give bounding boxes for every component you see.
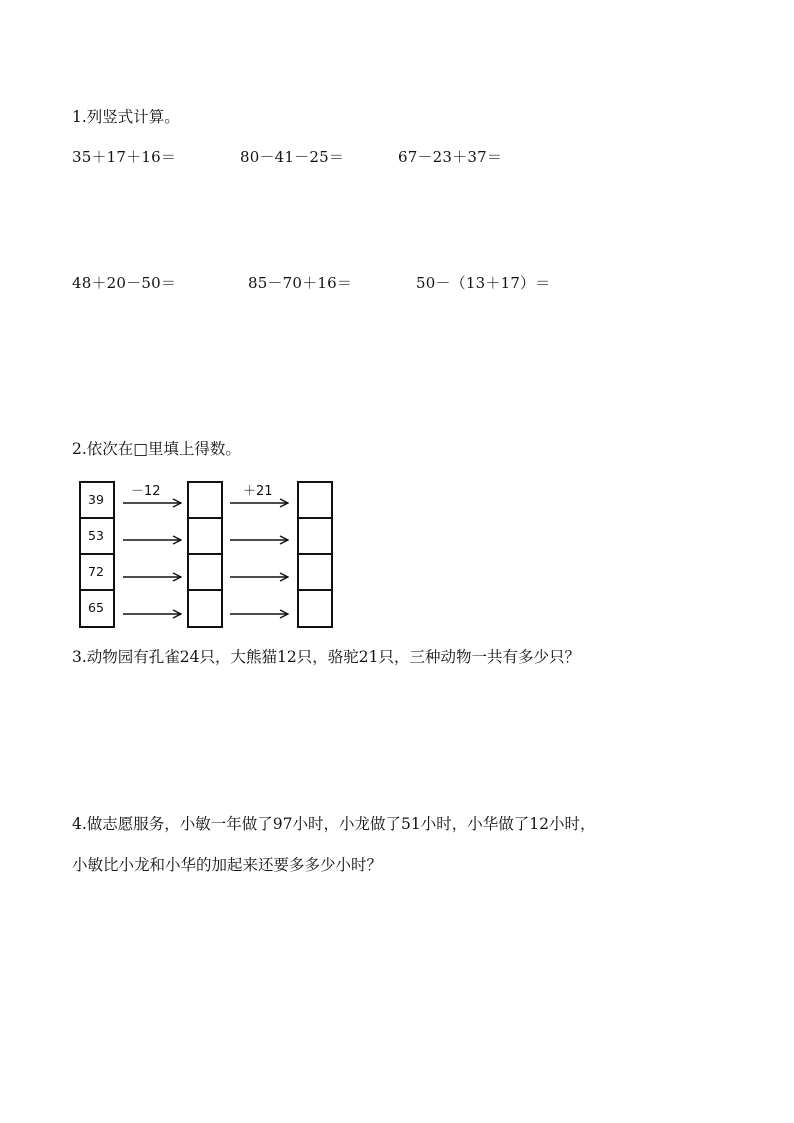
start-number: 39 (88, 492, 104, 507)
q2-title: 2.依次在□里填上得数。 (72, 440, 241, 458)
q1-expression-4: 48＋20－50＝ (72, 274, 177, 292)
start-number: 72 (88, 564, 104, 579)
q4-line-1: 4.做志愿服务，小敏一年做了97小时，小龙做了51小时，小华做了12小时， (72, 815, 596, 833)
q1-expression-5: 85－70＋16＝ (248, 274, 353, 292)
arrow-group-1 (123, 503, 181, 614)
q4-line-2: 小敏比小龙和小华的加起来还要多多少小时？ (72, 856, 383, 874)
operation-subtract-label: －12 (131, 484, 161, 499)
start-number: 53 (88, 528, 104, 543)
start-number: 65 (88, 600, 104, 615)
q1-expression-3: 67－23＋37＝ (398, 148, 503, 166)
operation-add-label: ＋21 (243, 484, 273, 499)
q1-expression-1: 35＋17＋16＝ (72, 148, 177, 166)
q1-expression-2: 80－41－25＝ (240, 148, 345, 166)
q1-title: 1.列竖式计算。 (72, 108, 180, 126)
q3-text: 3.动物园有孔雀24只，大熊猫12只，骆驼21只，三种动物一共有多少只？ (72, 648, 580, 666)
q1-expression-6: 50－（13＋17）＝ (416, 274, 551, 292)
arrow-group-2 (230, 503, 288, 614)
